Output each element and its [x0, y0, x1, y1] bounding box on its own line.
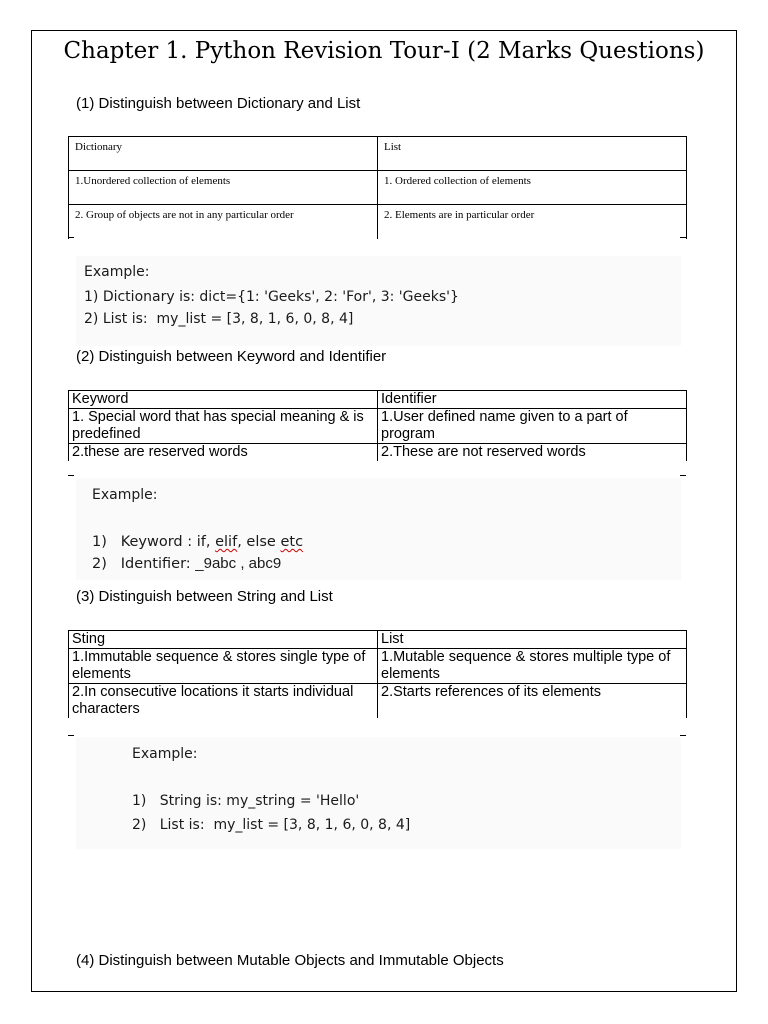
example-line: 2) List is: my_list = [3, 8, 1, 6, 0, 8, 4] [132, 817, 411, 833]
table-cell: 2.Starts references of its elements [378, 684, 687, 719]
example-line: 1) String is: my_string = 'Hello' [132, 793, 360, 809]
table-corner-mark [680, 735, 686, 736]
table-cell: 2.In consecutive locations it starts individual characters [69, 684, 378, 719]
table-row [69, 444, 687, 462]
table-row [69, 205, 687, 239]
spellcheck-word: etc [280, 534, 304, 550]
table-corner-mark [680, 237, 686, 238]
table-cell: 2.these are reserved words [69, 444, 378, 462]
example-label: Example: [132, 746, 198, 762]
table-header-cell: List [378, 631, 687, 649]
table-row [69, 684, 687, 719]
example-line [92, 532, 303, 552]
table-corner-mark [680, 475, 686, 476]
table-cell: 1. Ordered collection of elements [378, 171, 687, 205]
question-1-heading: (1) Distinguish between Dictionary and List [76, 95, 361, 112]
table-cell: 1.Mutable sequence & stores multiple type of elements [378, 649, 687, 684]
table-cell: 1.User defined name given to a part of program [378, 409, 687, 444]
example-line [92, 554, 281, 574]
table-header-cell: Dictionary [69, 137, 378, 171]
example-text: 2) Identifier: [92, 556, 196, 572]
question-3-heading: (3) Distinguish between String and List [76, 588, 333, 605]
table-cell: 2.These are not reserved words [378, 444, 687, 462]
string-list-table [68, 630, 687, 718]
example-code: _9abc , abc9 [195, 555, 282, 572]
table-corner-mark [68, 237, 74, 238]
example-text: 1) Keyword : if, [92, 534, 216, 550]
chapter-title: Chapter 1. Python Revision Tour-I (2 Marks Questions) [63, 38, 705, 64]
example-line: 2) List is: my_list = [3, 8, 1, 6, 0, 8, 4] [84, 311, 354, 327]
table-header-row [69, 391, 687, 409]
table-row [69, 171, 687, 205]
keyword-identifier-table [68, 390, 687, 461]
question-2-heading: (2) Distinguish between Keyword and Identifier [76, 348, 387, 365]
table-header-cell: Identifier [378, 391, 687, 409]
table-header-cell: Keyword [69, 391, 378, 409]
example-label: Example: [84, 264, 150, 280]
table-cell: 1.Immutable sequence & stores single type of elements [69, 649, 378, 684]
table-row [69, 649, 687, 684]
table-corner-mark [68, 475, 74, 476]
table-header-row [69, 137, 687, 171]
table-cell: 1. Special word that has special meaning & is predefined [69, 409, 378, 444]
example-label: Example: [92, 487, 158, 503]
table-header-cell: List [378, 137, 687, 171]
question-4-heading: (4) Distinguish between Mutable Objects and Immutable Objects [76, 952, 504, 969]
spellcheck-word: elif [215, 534, 238, 550]
example-text: , else [237, 534, 281, 550]
table-header-row [69, 631, 687, 649]
table-cell: 2. Group of objects are not in any particular order [69, 205, 378, 239]
example-line: 1) Dictionary is: dict={1: 'Geeks', 2: 'For', 3: 'Geeks'} [84, 289, 459, 305]
dictionary-list-table [68, 136, 687, 239]
table-corner-mark [68, 735, 74, 736]
table-header-cell: Sting [69, 631, 378, 649]
table-cell: 1.Unordered collection of elements [69, 171, 378, 205]
table-cell: 2. Elements are in particular order [378, 205, 687, 239]
table-row [69, 409, 687, 444]
